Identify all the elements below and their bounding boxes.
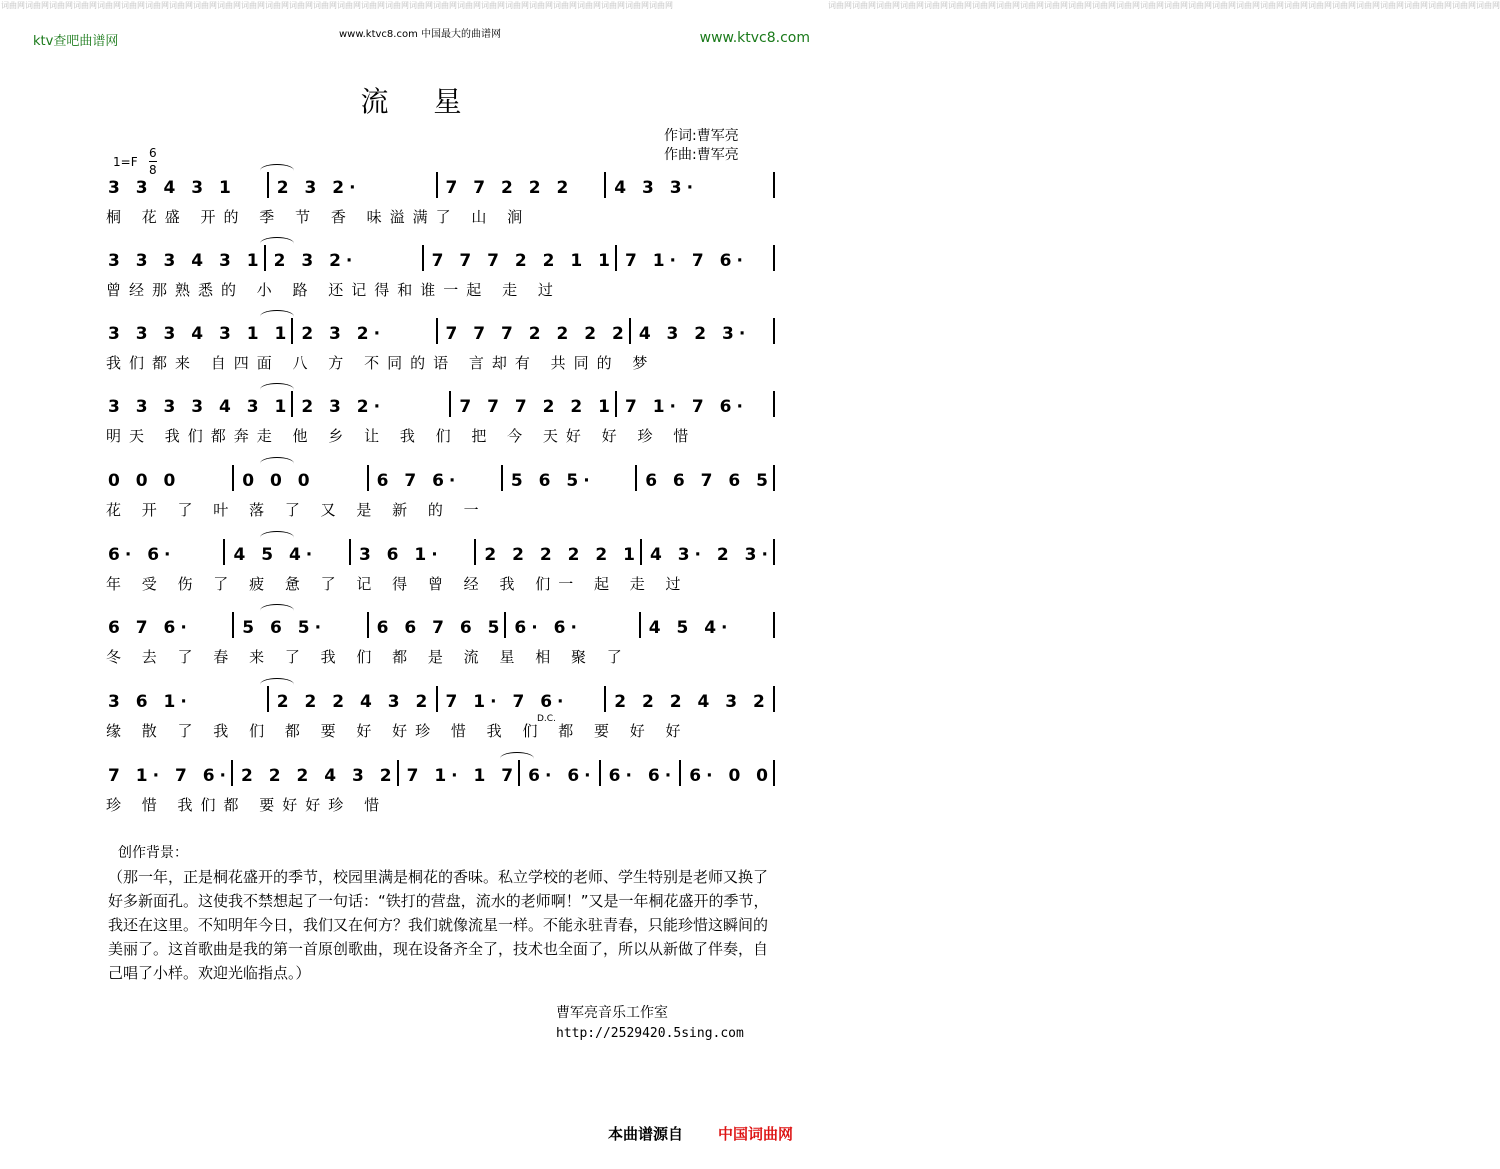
- bar-line: [773, 465, 775, 491]
- slur-mark: [260, 604, 294, 617]
- measure: 4 3 2 3·: [638, 324, 751, 344]
- lyric-line: 缘 散 了 我 们 都 要 好 好珍 惜 我 们 都 要 好 好: [106, 722, 689, 740]
- header-site-url: www.ktvc8.com: [699, 30, 810, 46]
- footer-brand[interactable]: 中国词曲网: [718, 1125, 794, 1143]
- dc-mark: D.C.: [537, 714, 556, 724]
- measure: 6· 6·: [108, 545, 176, 565]
- measure: 2 3 2·: [301, 397, 386, 417]
- time-numerator: 6: [149, 146, 157, 160]
- bar-line: [773, 686, 775, 712]
- bar-line: [773, 391, 775, 417]
- measure: 5 6 5·: [242, 618, 327, 638]
- measure: 3 3 3 3 4 3 1: [108, 397, 292, 417]
- studio-name: 曹军亮音乐工作室: [556, 1005, 668, 1021]
- bar-line: [773, 612, 775, 638]
- measure: 3 3 3 4 3 1: [108, 251, 264, 271]
- bar-line: [773, 318, 775, 344]
- measure: 6· 6·: [528, 766, 596, 786]
- measure: 7 1· 7 6·: [108, 766, 231, 786]
- background-label: 创作背景：: [118, 845, 188, 861]
- composer: 作曲:曹军亮: [664, 147, 739, 163]
- header-center-text: www.ktvc8.com 中国最大的曲谱网: [338, 29, 501, 40]
- measure: 0 0 0: [108, 471, 181, 491]
- notation-line: [100, 245, 775, 271]
- measure: 6· 6·: [514, 618, 582, 638]
- measure: 0 0 0: [242, 471, 315, 491]
- lyric-line: 曾经那熟悉的 小 路 还记得和谁一起 走 过: [106, 281, 561, 299]
- measure: 6· 0 0: [689, 766, 774, 786]
- lyric-line: 花 开 了 叶 落 了 又 是 新 的 一: [106, 501, 487, 519]
- notation-line: [100, 318, 775, 344]
- measure: 7 7 7 2 2 1: [459, 397, 615, 417]
- credits: [664, 127, 739, 165]
- footer-source: 本曲谱源自: [608, 1125, 684, 1143]
- lyric-line: 桐 花盛 开的 季 节 香 味溢满了 山 涧: [106, 208, 531, 226]
- measure: 2 2 2 4 3 2: [614, 692, 770, 712]
- song-title: 流 星: [360, 85, 480, 118]
- key-signature: 1=F: [113, 155, 138, 169]
- measure: 6· 6·: [608, 766, 677, 786]
- bar-line: [773, 172, 775, 198]
- lyric-line: 我们都来 自四面 八 方 不同的语 言却有 共同的 梦: [106, 354, 656, 372]
- background-text: （那一年，正是桐花盛开的季节，校园里满是桐花的香味。私立学校的老师、学生特别是老师又换了好多新面孔。这使我不禁想起了一句话：“铁打的营盘，流水的老师啊！”又是一年桐花盛开的季节，我还在这里。不知明年今日，我们又在何方？我们就像流星一样。不能永驻青春，只能珍惜这瞬间的美丽了。这首歌曲是我的第一首原创歌曲，现在设备齐全了，技术也全面了，所以从新做了伴奏，自己唱了小样。欢迎光临指点。）: [108, 868, 769, 982]
- measure: 4 3· 2 3·: [649, 545, 773, 565]
- measure: 6 6 7 6 5: [376, 618, 505, 638]
- measure: 4 3 3·: [614, 178, 699, 198]
- measure: 2 3 2·: [301, 324, 386, 344]
- measure: 4 5 4·: [648, 618, 733, 638]
- measure: 3 3 4 3 1: [108, 178, 236, 198]
- notation-line: [100, 539, 775, 565]
- notation-line: [100, 760, 775, 786]
- lyricist: 作词:曹军亮: [664, 128, 739, 144]
- side-watermark-right: 词曲网词曲网词曲网词曲网词曲网词曲网词曲网词曲网词曲网词曲网词曲网词曲网词曲网词曲网词曲网词曲网词曲网词曲网词曲网词曲网词曲网词曲网词曲网词曲网词曲网词曲网词曲网词曲网: [828, 1, 1500, 10]
- measure: 7 1· 1 7: [406, 766, 519, 786]
- measure: 6 6 7 6 5: [645, 471, 774, 491]
- slur-mark: [260, 678, 294, 691]
- lyric-line: 明天 我们都奔走 他 乡 让 我 们 把 今 天好 好 珍 惜: [106, 427, 697, 445]
- notation-line: [100, 686, 775, 712]
- notation-line: [100, 612, 775, 638]
- notation-line: [100, 391, 775, 417]
- slur-mark: [260, 457, 294, 470]
- slur-mark: [260, 237, 294, 250]
- lyric-line: 冬 去 了 春 来 了 我 们 都 是 流 星 相 聚 了: [106, 648, 630, 666]
- measure: 3 6 1·: [108, 692, 192, 712]
- measure: 6 7 6·: [108, 618, 192, 638]
- measure: 2 2 2 2 2 1: [484, 545, 640, 565]
- notation-line: [100, 465, 775, 491]
- bar-line: [773, 760, 775, 786]
- slur-mark: [260, 531, 294, 544]
- lyric-line: 珍 惜 我们都 要好好珍 惜: [106, 796, 388, 814]
- measure: 2 3 2·: [276, 178, 361, 198]
- bar-line: [773, 245, 775, 271]
- measure: 7 1· 7 6·: [445, 692, 569, 712]
- bar-line: [773, 539, 775, 565]
- measure: 7 1· 7 6·: [624, 251, 748, 271]
- measure: 7 7 2 2 2: [445, 178, 574, 198]
- slur-mark: [260, 310, 294, 323]
- measure: 3 3 3 4 3 1 1: [108, 324, 292, 344]
- lyric-line: 年 受 伤 了 疲 惫 了 记 得 曾 经 我 们一 起 走 过: [106, 575, 689, 593]
- time-denominator: 8: [149, 163, 157, 177]
- measure: 6 7 6·: [376, 471, 461, 491]
- measure: 7 1· 7 6·: [624, 397, 748, 417]
- measure: 5 6 5·: [510, 471, 595, 491]
- slur-mark: [260, 164, 294, 177]
- measure: 3 6 1·: [358, 545, 443, 565]
- measure: 4 5 4·: [233, 545, 318, 565]
- slur-mark: [260, 383, 294, 396]
- slur-mark: [500, 752, 534, 765]
- notation-line: [100, 172, 775, 198]
- header-site-name: ktv查吧曲谱网: [33, 34, 119, 49]
- side-watermark-left: 词曲网词曲网词曲网词曲网词曲网词曲网词曲网词曲网词曲网词曲网词曲网词曲网词曲网词曲网词曲网词曲网词曲网词曲网词曲网词曲网词曲网词曲网词曲网词曲网词曲网词曲网词曲网词曲网: [1, 1, 673, 10]
- measure: 7 7 7 2 2 1 1: [431, 251, 615, 271]
- studio-url[interactable]: http://2529420.5sing.com: [556, 1026, 744, 1041]
- measure: 2 2 2 4 3 2: [276, 692, 433, 712]
- measure: 2 2 2 4 3 2: [241, 766, 397, 786]
- measure: 2 3 2·: [273, 251, 358, 271]
- measure: 7 7 7 2 2 2 2: [445, 324, 629, 344]
